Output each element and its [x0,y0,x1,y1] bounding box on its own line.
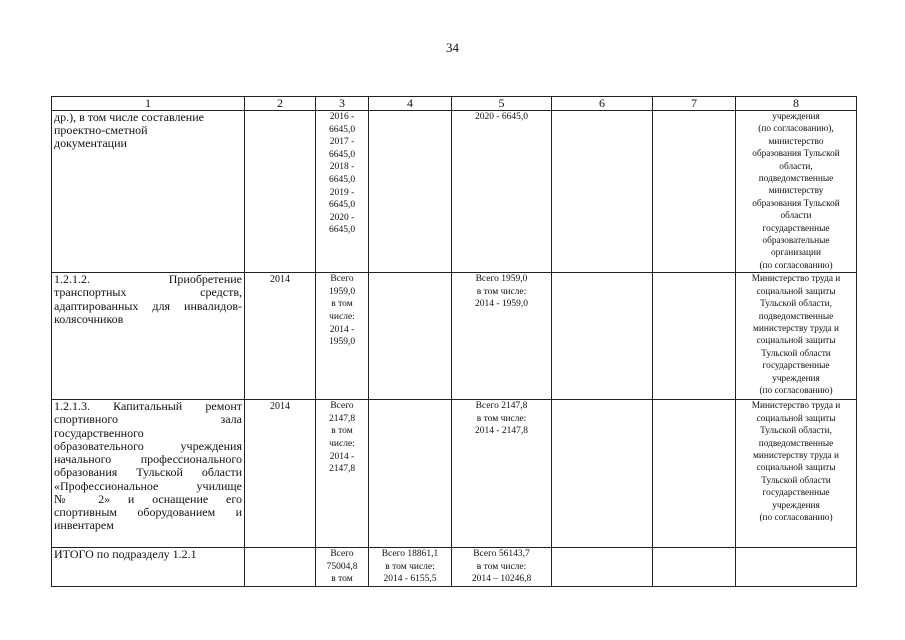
term-text: 2014 [270,401,290,413]
responsible-text: Министерство труда и социальной защиты Тульской области, подведомственные министерству труда и социальной защиты Тульской области государственные учреждения (по согласованию) [751,274,841,396]
activity-line: ИТОГО по подразделу 1.2.1 [54,547,197,562]
responsible-text: Министерство труда и социальной защиты Тульской области, подведомственные министерству труда и социальной защиты Тульской области государственные учреждения (по согласованию) [751,401,841,523]
term-cell [245,111,316,273]
local-cell [552,111,653,273]
regional-cell [452,111,552,273]
regional-text: Всего 1959,0 в том числе: 2014 - 1959,0 [474,274,529,310]
federal-text: Всего 18861,1 в том числе: 2014 - 6155,5 [381,549,439,585]
responsible-cell [736,400,857,548]
total-cell [316,111,369,273]
activity-line: образования Тульской области [54,465,242,480]
table-row [52,111,857,273]
regional-text: Всего 2147,8 в том числе: 2014 - 2147,8 [474,401,529,437]
activity-line: инвентарем [54,518,114,533]
table-row [52,400,857,548]
total-cell [316,548,369,587]
regional-text: 2020 - 6645,0 [474,112,529,122]
activity-cell [52,273,245,400]
activity-line: колясочников [54,311,124,326]
total-text: Всего 75004,8 в том [326,549,358,585]
header-row [52,97,857,111]
local-cell [552,548,653,587]
header-cell: 4 [369,97,452,111]
plan-table [51,96,857,587]
term-text: 2014 [270,274,290,286]
federal-cell [369,273,452,400]
total-text: 2016 - 6645,0 2017 - 6645,0 2018 - 6645,0 2019 - 6645,0 2020 - 6645,0 [328,112,356,236]
activity-line: начального профессионального [54,452,242,467]
activity-line: документации [54,136,127,151]
header-cell: 5 [452,97,552,111]
activity-line: государственного [54,425,144,440]
responsible-text: учреждения (по согласованию), министерство образования Тульской области, подведомственные министерству образования Тульской области государственные образовательные организации (по согласованию) [752,112,840,271]
table-row [52,548,857,587]
other-cell [653,548,736,587]
responsible-cell [736,548,857,587]
activity-line: «Профессиональное училище [54,478,242,493]
total-text: Всего 2147,8 в том числе: 2014 - 2147,8 [328,401,356,475]
federal-cell [369,400,452,548]
activity-line: др.), в том числе составление [54,110,204,124]
federal-cell [369,548,452,587]
activity-line: 1.2.1.3. Капитальный ремонт [54,399,242,414]
regional-cell [452,273,552,400]
table-row [52,273,857,400]
page-number: 34 [446,40,459,55]
activity-cell [52,111,245,273]
total-cell [316,400,369,548]
activity-cell [52,400,245,548]
header-cell: 7 [653,97,736,111]
federal-cell [369,111,452,273]
term-cell [245,400,316,548]
other-cell [653,400,736,548]
responsible-cell [736,111,857,273]
regional-cell [452,548,552,587]
header-cell: 6 [552,97,653,111]
total-cell [316,273,369,400]
activity-line: образовательного учреждения [54,438,242,453]
total-text: Всего 1959,0 в том числе: 2014 - 1959,0 [328,274,356,348]
regional-cell [452,400,552,548]
activity-line: спортивным оборудованием и [54,504,242,519]
local-cell [552,400,653,548]
activity-line: транспортных средств, [54,285,242,300]
activity-line: адаптированных для инвалидов- [54,298,242,313]
activity-line: 1.2.1.2. Приобретение [54,272,242,287]
local-cell [552,273,653,400]
other-cell [653,111,736,273]
responsible-cell [736,273,857,400]
regional-text: Всего 56143,7 в том числе: 2014 – 10246,8 [471,549,532,585]
header-cell: 8 [736,97,857,111]
activity-line: проектно-сметной [54,123,148,138]
term-cell [245,548,316,587]
other-cell [653,273,736,400]
activity-line: № 2» и оснащение его [54,491,242,506]
header-cell: 3 [316,97,369,111]
activity-line: спортивного зала [54,412,242,427]
header-cell: 2 [245,97,316,111]
header-cell: 1 [52,97,245,111]
term-cell [245,273,316,400]
activity-cell [52,548,245,587]
